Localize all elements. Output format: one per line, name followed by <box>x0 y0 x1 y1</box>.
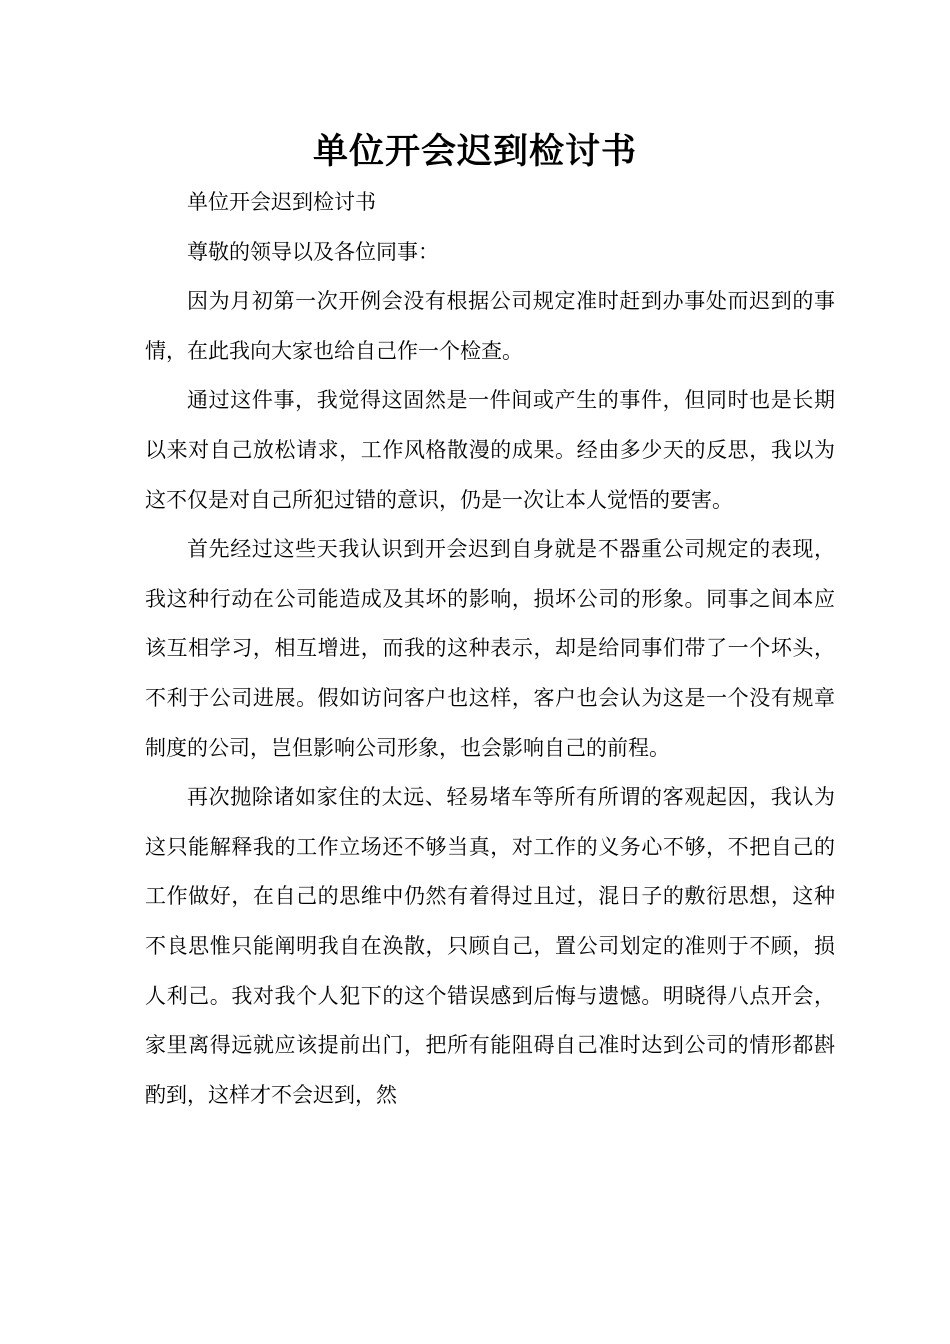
paragraph-body: 首先经过这些天我认识到开会迟到自身就是不器重公司规定的表现，我这种行动在公司能造成及其坏的影响，损坏公司的形象。同事之间本应该互相学习，相互增进，而我的这种表示，却是给同事们带了一个坏头，不利于公司进展。假如访问客户也这样，客户也会认为这是一个没有规章制度的公司，岂但影响公司形象，也会影响自己的前程。 <box>145 537 835 760</box>
paragraph-subtitle: 单位开会迟到检讨书 <box>187 190 376 214</box>
paragraph-body: 通过这件事，我觉得这固然是一件间或产生的事件，但同时也是长期以来对自己放松请求，工作风格散漫的成果。经由多少天的反思，我以为这不仅是对自己所犯过错的意识，仍是一次让本人觉悟的要害。 <box>145 388 835 512</box>
paragraph-salutation: 尊敬的领导以及各位同事： <box>187 239 439 264</box>
document-title: 单位开会迟到检讨书 <box>312 132 637 172</box>
document-body <box>145 178 835 1120</box>
paragraph-body: 再次抛除诸如家住的太远、轻易堵车等所有所谓的客观起因，我认为这只能解释我的工作立场还不够当真，对工作的义务心不够，不把自己的工作做好，在自己的思维中仍然有着得过且过，混日子的敷衍思想，这种不良思惟只能阐明我自在涣散，只顾自己，置公司划定的准则于不顾，损人利己。我对我个人犯下的这个错误感到后悔与遗憾。明晓得八点开会，家里离得远就应该提前出门，把所有能阻碍自己准时达到公司的情形都斟酌到，这样才不会迟到，然 <box>145 785 835 1107</box>
paragraph-body: 因为月初第一次开例会没有根据公司规定准时赶到办事处而迟到的事情，在此我向大家也给自己作一个检查。 <box>145 289 835 363</box>
